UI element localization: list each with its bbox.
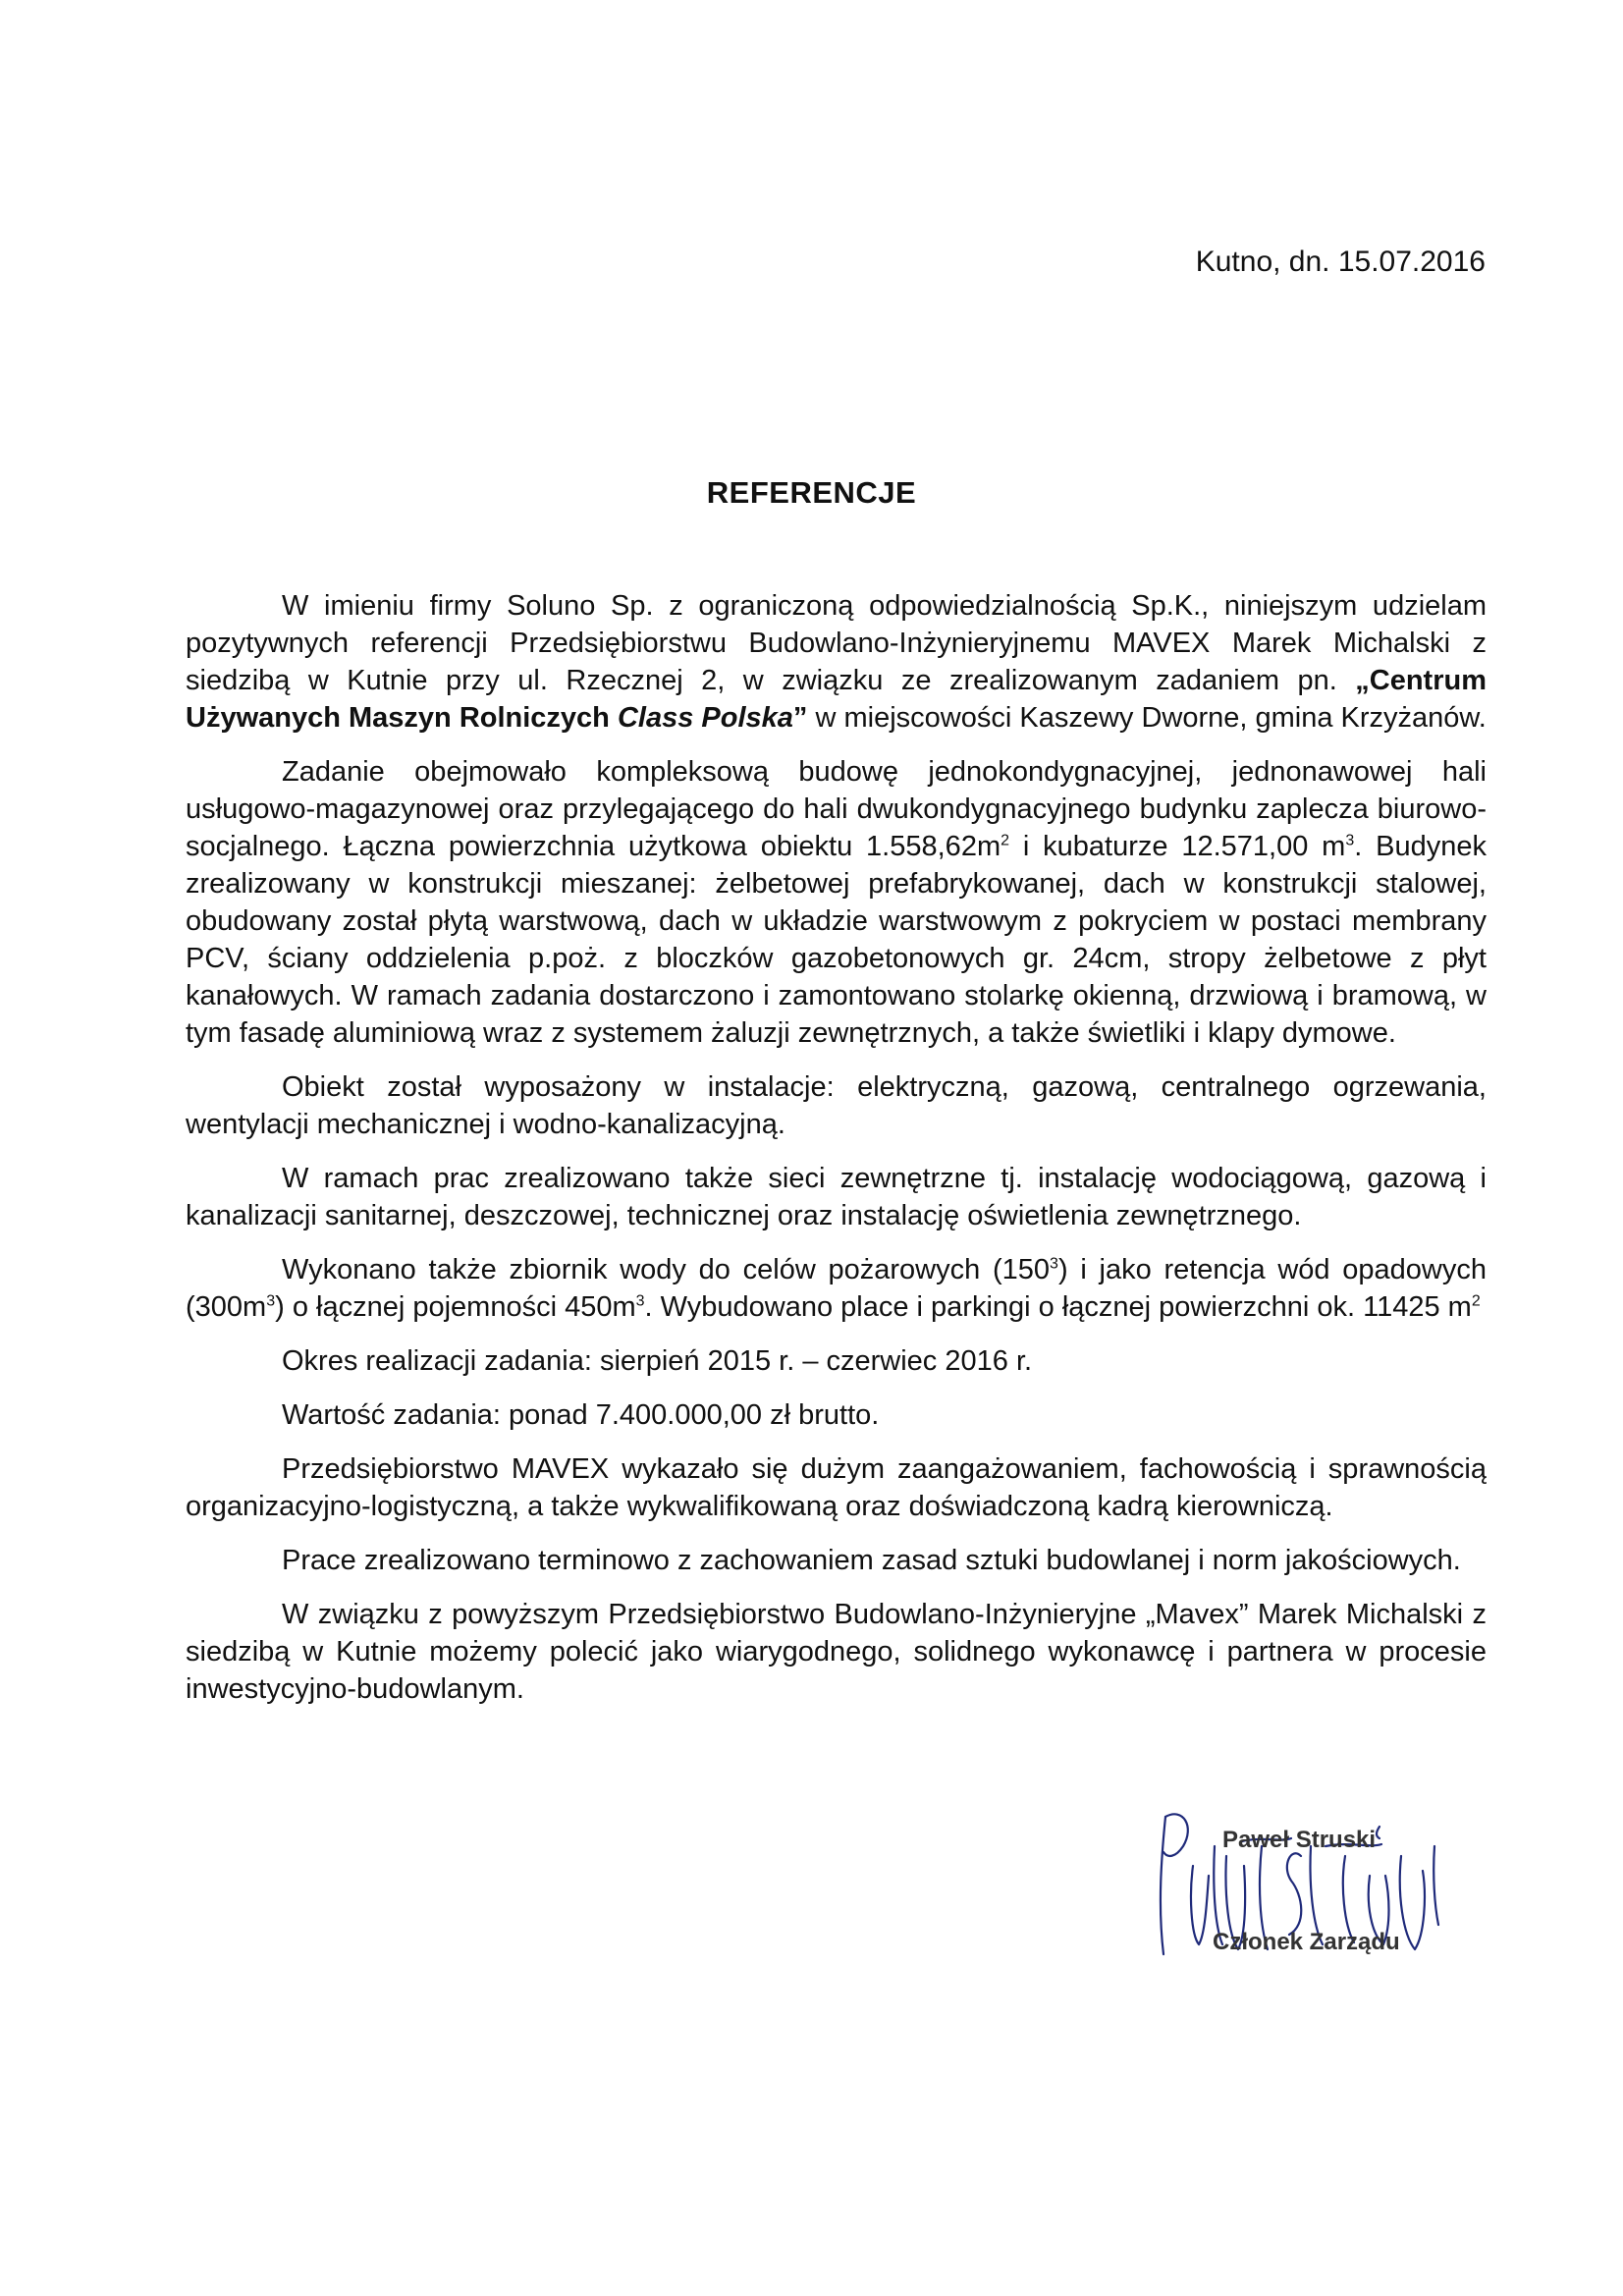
paragraph-installations: Obiekt został wyposażony w instalacje: elektryczną, gazową, centralnego ogrzewania, wentylacji mechanicznej i wodno-kanalizacyjną. — [186, 1071, 1487, 1140]
project-name-brand: Class Polska — [617, 702, 793, 734]
paragraph-text: i kubaturze 12.571,00 m — [1009, 831, 1346, 862]
paragraph-timeliness: Prace zrealizowano terminowo z zachowaniem zasad sztuki budowlanej i norm jakościowych. — [282, 1545, 1461, 1576]
paragraph-text: . Wybudowano place i parkingi o łącznej powierzchni ok. 11425 m — [644, 1291, 1472, 1323]
signature-block — [1144, 1787, 1458, 1984]
superscript: 2 — [1471, 1292, 1481, 1310]
paragraph-tanks — [186, 1251, 1487, 1326]
project-name-close-quote: ” — [792, 702, 808, 734]
document-body — [186, 587, 1487, 1724]
superscript: 3 — [1050, 1255, 1058, 1273]
superscript: 3 — [266, 1292, 276, 1310]
document-title: REFERENCJE — [706, 475, 917, 510]
paragraph-assessment: Przedsiębiorstwo MAVEX wykazało się dużym zaangażowaniem, fachowością i sprawnością organizacyjno-logistyczną, a także wykwalifikowaną oraz doświadczoną kadrą kierowniczą. — [186, 1453, 1487, 1522]
superscript: 3 — [1345, 832, 1355, 849]
superscript: 2 — [1001, 832, 1010, 849]
paragraph-scope — [186, 753, 1487, 1052]
paragraph-recommendation: W związku z powyższym Przedsiębiorstwo Budowlano-Inżynieryjne „Mavex” Marek Michalski z siedzibą w Kutnie możemy polecić jako wiarygodnego, solidnego wykonawcę i partnera w procesie inwestycyjno-budowlanym. — [186, 1599, 1487, 1705]
paragraph-intro — [186, 587, 1487, 737]
paragraph-period: Okres realizacji zadania: sierpień 2015 r. – czerwiec 2016 r. — [282, 1345, 1033, 1377]
paragraph-value: Wartość zadania: ponad 7.400.000,00 zł brutto. — [282, 1399, 880, 1431]
paragraph-text: . Budynek zrealizowany w konstrukcji mieszanej: żelbetowej prefabrykowanej, dach w konstrukcji stalowej, obudowany został płytą warstwową, dach w układzie warstwowym z pokryciem w postaci membrany PCV, ściany oddzielenia p.poż. z bloczków gazobetonowych gr. 24cm, stropy żelbetowe z płyt kanałowych. W ramach zadania dostarczono i zamontowano stolarkę okienną, drzwiową i bramową, w tym fasadę aluminiową wraz z systemem żaluzji zewnętrznych, a także świetliki i klapy dymowe. — [186, 831, 1487, 1049]
paragraph-text: Wykonano także zbiornik wody do celów pożarowych (150 — [282, 1254, 1051, 1285]
paragraph-external-networks: W ramach prac zrealizowano także sieci zewnętrzne tj. instalację wodociągową, gazową i kanalizacji sanitarnej, deszczowej, technicznej oraz instalację oświetlenia zewnętrznego. — [186, 1163, 1487, 1231]
paragraph-text: Zadanie obejmowało kompleksową budowę jednokondygnacyjnej, jednonawowej hali usługowo-magazynowej oraz przylegającego do hali dwukondygnacyjnego budynku zaplecza biurowo-socjalnego. Łączna powierzchnia użytkowa obiektu 1.558,62m — [186, 756, 1487, 862]
paragraph-text: ) o łącznej pojemności 450m — [275, 1291, 636, 1323]
paragraph-text: ) i jako retencja wód opadowych (300m — [186, 1254, 1487, 1323]
signatory-role: Członek Zarządu — [1213, 1929, 1400, 1955]
superscript: 3 — [635, 1292, 645, 1310]
signatory-name: Paweł Struski — [1222, 1827, 1377, 1853]
paragraph-text: w miejscowości Kaszewy Dworne, gmina Krzyżanów. — [807, 702, 1487, 734]
paragraph-text: W imieniu firmy Soluno Sp. z ograniczoną odpowiedzialnością Sp.K., niniejszym udzielam pozytywnych referencji Przedsiębiorstwu Budowlano-Inżynieryjnemu MAVEX Marek Michalski z siedzibą w Kutnie przy ul. Rzecznej 2, w związku ze zrealizowanym zadaniem pn. — [186, 590, 1487, 696]
document-date: Kutno, dn. 15.07.2016 — [1195, 246, 1486, 278]
project-name: „Centrum Używanych Maszyn Rolniczych — [186, 665, 1487, 734]
